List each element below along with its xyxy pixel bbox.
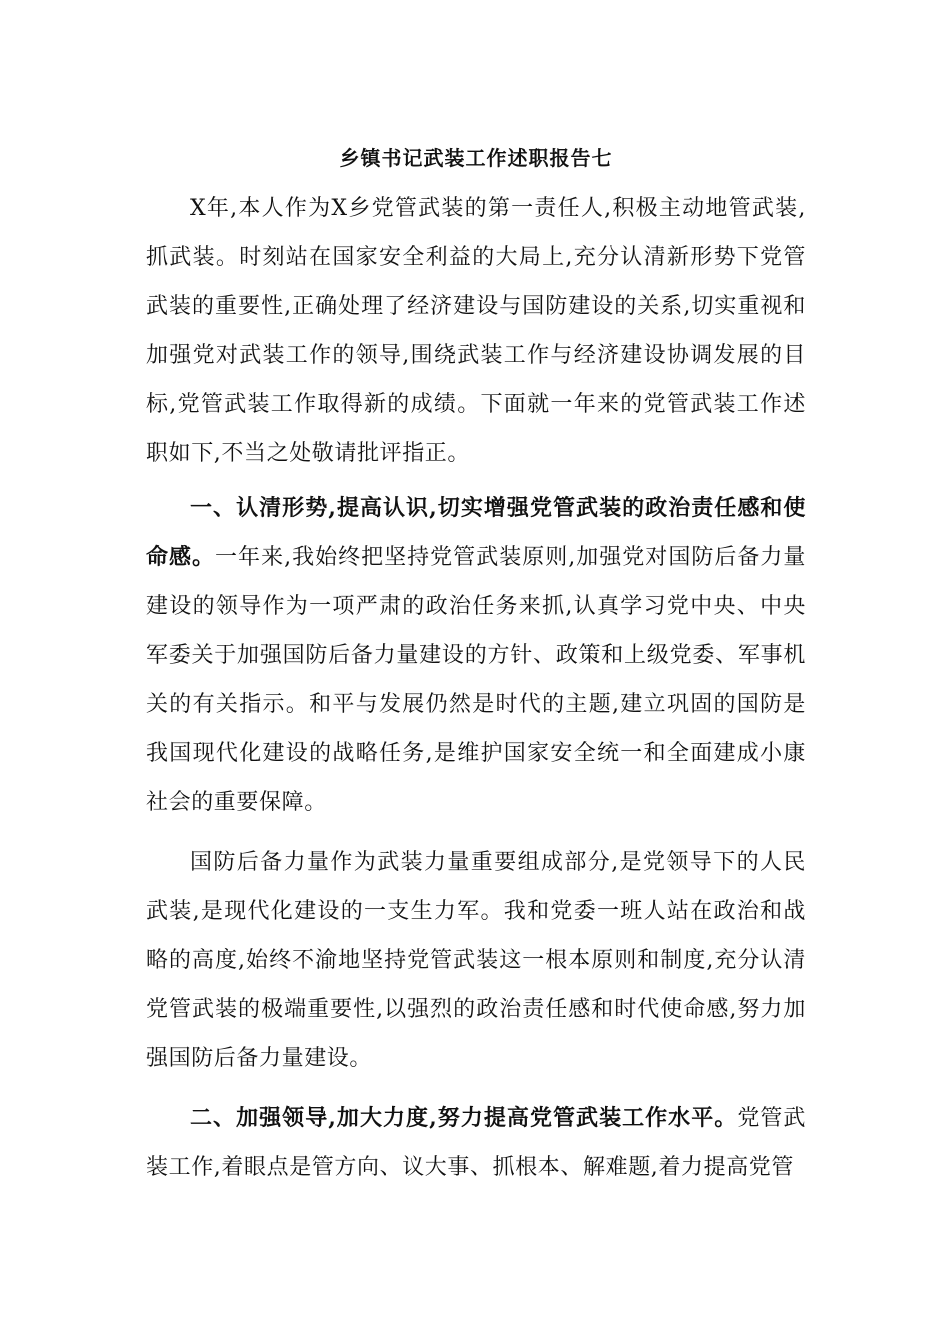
paragraph-section-one [146,484,806,827]
section-heading: 一、认清形势,提高认识,切实增强党管武装的政治责任感和使命感。 [146,495,806,570]
paragraph-intro [146,184,806,478]
paragraph-text: 一年来,我始终把坚持党管武装原则,加强党对国防后备力量建设的领导作为一项严肃的政治任务来抓,认真学习党中央、中央军委关于加强国防后备力量建设的方针、政策和上级党委、军事机关的有关指示。和平与发展仍然是时代的主题,建立巩固的国防是我国现代化建设的战略任务,是维护国家安全统一和全面建成小康社会的重要保障。 [146,545,806,815]
section-heading: 二、加强领导,加大力度,努力提高党管武装工作水平。 [190,1105,738,1131]
paragraph-section-two [146,1094,806,1192]
paragraph-text: X年,本人作为X乡党管武装的第一责任人,积极主动地管武装,抓武装。时刻站在国家安全利益的大局上,充分认清新形势下党管武装的重要性,正确处理了经济建设与国防建设的关系,切实重视和加强党对武装工作的领导,围绕武装工作与经济建设协调发展的目标,党管武装工作取得新的成绩。下面就一年来的党管武装工作述职如下,不当之处敬请批评指正。 [146,196,806,466]
paragraph-text: 党管武装工作,着眼点是管方向、议大事、抓根本、解难题,着力提高党管 [146,1106,806,1180]
paragraph-text: 国防后备力量作为武装力量重要组成部分,是党领导下的人民武装,是现代化建设的一支生力军。我和党委一班人站在政治和战略的高度,始终不渝地坚持党管武装这一根本原则和制度,充分认清党管武装的极端重要性,以强烈的政治责任感和时代使命感,努力加强国防后备力量建设。 [146,850,806,1071]
document-title: 乡镇书记武装工作述职报告七 [339,146,613,170]
paragraph-section-one-cont [146,838,806,1083]
